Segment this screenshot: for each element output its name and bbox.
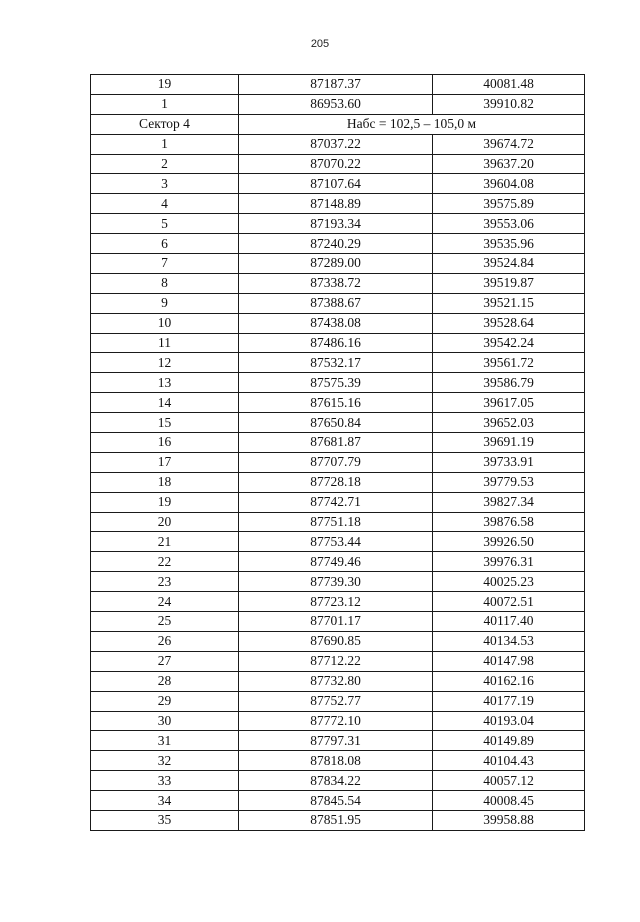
x-coordinate: 87753.44 — [239, 532, 433, 552]
x-coordinate: 87707.79 — [239, 452, 433, 472]
y-coordinate: 39733.91 — [433, 452, 585, 472]
x-coordinate: 87723.12 — [239, 592, 433, 612]
point-number: 19 — [91, 75, 239, 95]
table-row — [91, 134, 585, 154]
point-number: 12 — [91, 353, 239, 373]
x-coordinate: 87187.37 — [239, 75, 433, 95]
y-coordinate: 39637.20 — [433, 154, 585, 174]
point-number: 31 — [91, 731, 239, 751]
table-row — [91, 273, 585, 293]
x-coordinate: 87739.30 — [239, 572, 433, 592]
point-number: 5 — [91, 214, 239, 234]
x-coordinate: 87681.87 — [239, 433, 433, 453]
table-row — [91, 313, 585, 333]
y-coordinate: 40072.51 — [433, 592, 585, 612]
table-row — [91, 751, 585, 771]
table-row — [91, 592, 585, 612]
x-coordinate: 87834.22 — [239, 771, 433, 791]
point-number: 21 — [91, 532, 239, 552]
y-coordinate: 40081.48 — [433, 75, 585, 95]
point-number: 29 — [91, 691, 239, 711]
table-row — [91, 572, 585, 592]
y-coordinate: 39535.96 — [433, 234, 585, 254]
table-row — [91, 651, 585, 671]
y-coordinate: 39528.64 — [433, 313, 585, 333]
sector-height-range: Набс = 102,5 – 105,0 м — [239, 114, 585, 134]
x-coordinate: 87107.64 — [239, 174, 433, 194]
table-row — [91, 333, 585, 353]
y-coordinate: 40162.16 — [433, 671, 585, 691]
y-coordinate: 39876.58 — [433, 512, 585, 532]
y-coordinate: 39575.89 — [433, 194, 585, 214]
x-coordinate: 87148.89 — [239, 194, 433, 214]
table-row — [91, 810, 585, 830]
point-number: 6 — [91, 234, 239, 254]
table-row — [91, 552, 585, 572]
table-row — [91, 452, 585, 472]
x-coordinate: 87851.95 — [239, 810, 433, 830]
table-row — [91, 791, 585, 811]
x-coordinate: 87532.17 — [239, 353, 433, 373]
x-coordinate: 87749.46 — [239, 552, 433, 572]
point-number: 15 — [91, 413, 239, 433]
point-number: 19 — [91, 492, 239, 512]
point-number: 18 — [91, 472, 239, 492]
table-row — [91, 194, 585, 214]
y-coordinate: 39691.19 — [433, 433, 585, 453]
x-coordinate: 87690.85 — [239, 631, 433, 651]
table-row — [91, 154, 585, 174]
point-number: 26 — [91, 631, 239, 651]
x-coordinate: 87845.54 — [239, 791, 433, 811]
point-number: 35 — [91, 810, 239, 830]
y-coordinate: 40057.12 — [433, 771, 585, 791]
y-coordinate: 39958.88 — [433, 810, 585, 830]
y-coordinate: 39652.03 — [433, 413, 585, 433]
x-coordinate: 87338.72 — [239, 273, 433, 293]
y-coordinate: 40193.04 — [433, 711, 585, 731]
coordinates-table — [90, 74, 585, 831]
table-row — [91, 214, 585, 234]
table-row — [91, 174, 585, 194]
y-coordinate: 40149.89 — [433, 731, 585, 751]
x-coordinate: 87289.00 — [239, 254, 433, 274]
y-coordinate: 40025.23 — [433, 572, 585, 592]
point-number: 25 — [91, 612, 239, 632]
point-number: 28 — [91, 671, 239, 691]
point-number: 34 — [91, 791, 239, 811]
x-coordinate: 87742.71 — [239, 492, 433, 512]
x-coordinate: 86953.60 — [239, 94, 433, 114]
point-number: 3 — [91, 174, 239, 194]
y-coordinate: 39521.15 — [433, 293, 585, 313]
y-coordinate: 40134.53 — [433, 631, 585, 651]
point-number: 16 — [91, 433, 239, 453]
x-coordinate: 87752.77 — [239, 691, 433, 711]
y-coordinate: 39553.06 — [433, 214, 585, 234]
y-coordinate: 39604.08 — [433, 174, 585, 194]
y-coordinate: 39827.34 — [433, 492, 585, 512]
point-number: 11 — [91, 333, 239, 353]
point-number: 1 — [91, 94, 239, 114]
point-number: 10 — [91, 313, 239, 333]
x-coordinate: 87732.80 — [239, 671, 433, 691]
page-number: 205 — [310, 38, 330, 50]
point-number: 30 — [91, 711, 239, 731]
table-row — [91, 512, 585, 532]
y-coordinate: 39674.72 — [433, 134, 585, 154]
table-row — [91, 711, 585, 731]
x-coordinate: 87070.22 — [239, 154, 433, 174]
x-coordinate: 87575.39 — [239, 373, 433, 393]
y-coordinate: 39926.50 — [433, 532, 585, 552]
point-number: 4 — [91, 194, 239, 214]
point-number: 20 — [91, 512, 239, 532]
point-number: 17 — [91, 452, 239, 472]
point-number: 24 — [91, 592, 239, 612]
point-number: 2 — [91, 154, 239, 174]
point-number: 14 — [91, 393, 239, 413]
sector-header-row — [91, 114, 585, 134]
table-row — [91, 373, 585, 393]
y-coordinate: 39519.87 — [433, 273, 585, 293]
table-row — [91, 492, 585, 512]
table-row — [91, 353, 585, 373]
table-row — [91, 234, 585, 254]
point-number: 9 — [91, 293, 239, 313]
x-coordinate: 87818.08 — [239, 751, 433, 771]
table-row — [91, 631, 585, 651]
table-row — [91, 771, 585, 791]
y-coordinate: 40008.45 — [433, 791, 585, 811]
y-coordinate: 40177.19 — [433, 691, 585, 711]
x-coordinate: 87751.18 — [239, 512, 433, 532]
x-coordinate: 87438.08 — [239, 313, 433, 333]
y-coordinate: 39524.84 — [433, 254, 585, 274]
table-row — [91, 75, 585, 95]
table-row — [91, 612, 585, 632]
y-coordinate: 39542.24 — [433, 333, 585, 353]
point-number: 32 — [91, 751, 239, 771]
y-coordinate: 40104.43 — [433, 751, 585, 771]
point-number: 23 — [91, 572, 239, 592]
y-coordinate: 40147.98 — [433, 651, 585, 671]
point-number: 1 — [91, 134, 239, 154]
x-coordinate: 87193.34 — [239, 214, 433, 234]
y-coordinate: 39976.31 — [433, 552, 585, 572]
x-coordinate: 87772.10 — [239, 711, 433, 731]
x-coordinate: 87240.29 — [239, 234, 433, 254]
x-coordinate: 87486.16 — [239, 333, 433, 353]
x-coordinate: 87712.22 — [239, 651, 433, 671]
x-coordinate: 87797.31 — [239, 731, 433, 751]
y-coordinate: 39779.53 — [433, 472, 585, 492]
point-number: 8 — [91, 273, 239, 293]
y-coordinate: 39586.79 — [433, 373, 585, 393]
x-coordinate: 87650.84 — [239, 413, 433, 433]
table-row — [91, 94, 585, 114]
table-row — [91, 433, 585, 453]
sector-label: Сектор 4 — [91, 114, 239, 134]
point-number: 7 — [91, 254, 239, 274]
y-coordinate: 39617.05 — [433, 393, 585, 413]
y-coordinate: 40117.40 — [433, 612, 585, 632]
table-row — [91, 413, 585, 433]
table-row — [91, 532, 585, 552]
x-coordinate: 87701.17 — [239, 612, 433, 632]
point-number: 27 — [91, 651, 239, 671]
x-coordinate: 87615.16 — [239, 393, 433, 413]
table-row — [91, 671, 585, 691]
y-coordinate: 39561.72 — [433, 353, 585, 373]
point-number: 22 — [91, 552, 239, 572]
point-number: 13 — [91, 373, 239, 393]
table-row — [91, 393, 585, 413]
table-row — [91, 254, 585, 274]
y-coordinate: 39910.82 — [433, 94, 585, 114]
point-number: 33 — [91, 771, 239, 791]
table-row — [91, 293, 585, 313]
table-row — [91, 691, 585, 711]
x-coordinate: 87728.18 — [239, 472, 433, 492]
x-coordinate: 87388.67 — [239, 293, 433, 313]
table-row — [91, 731, 585, 751]
table-row — [91, 472, 585, 492]
coordinates-table-body — [91, 75, 585, 831]
x-coordinate: 87037.22 — [239, 134, 433, 154]
